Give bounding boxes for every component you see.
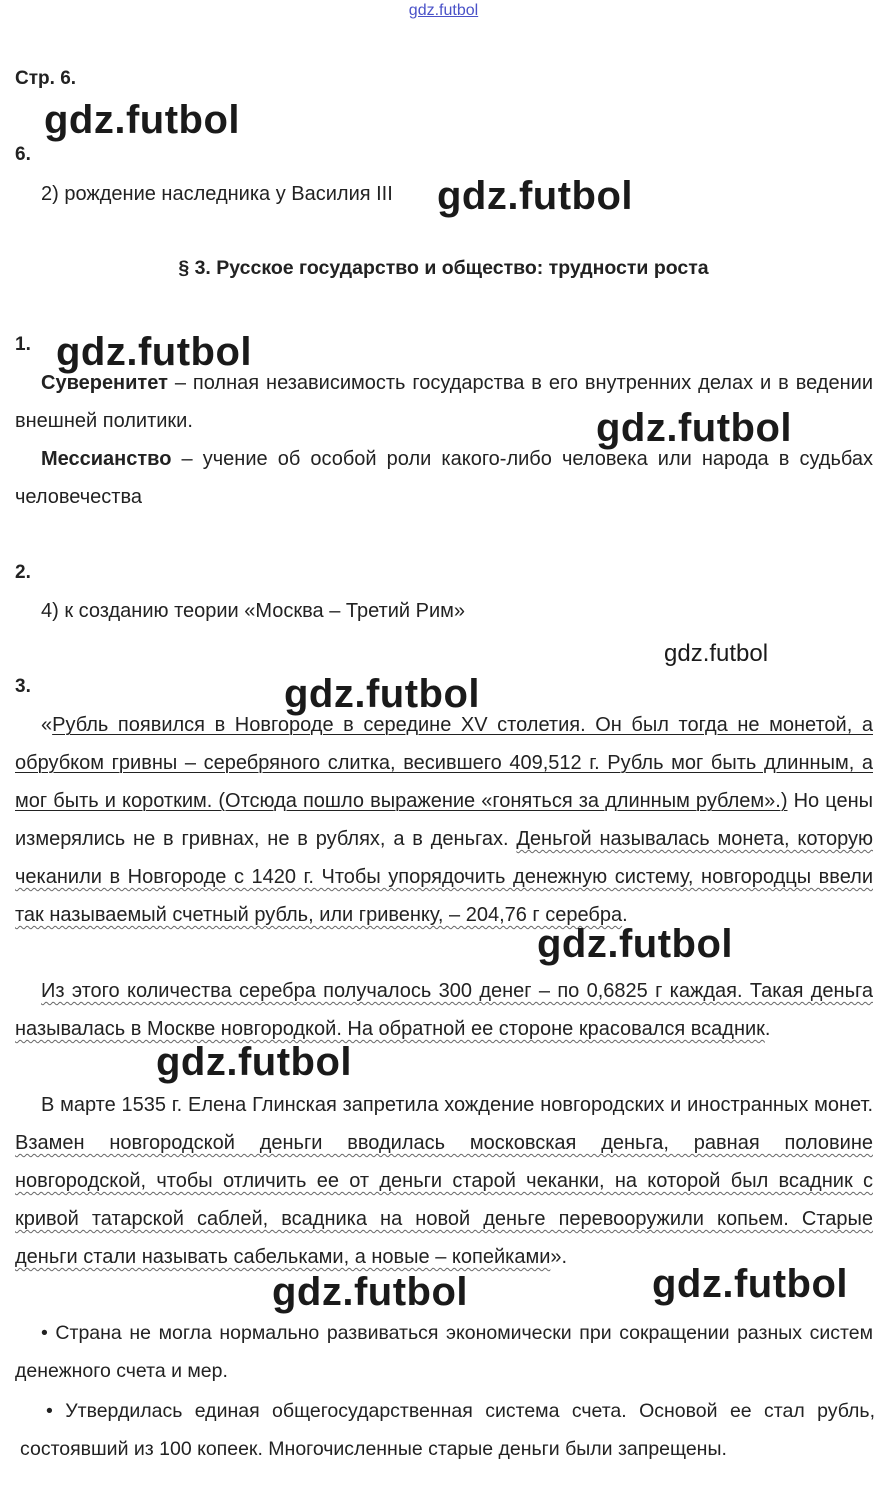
watermark: gdz.futbol [537, 922, 734, 966]
watermark: gdz.futbol [156, 1040, 353, 1084]
task-number-2: 2. [15, 562, 31, 583]
watermark: gdz.futbol [272, 1270, 469, 1314]
task6-answer: 2) рождение наследника у Василия III [41, 183, 393, 205]
watermark: gdz.futbol [437, 174, 634, 218]
section-title: § 3. Русское государство и общество: трудности роста [178, 257, 709, 279]
wavy-underlined-text: Деньгой называлась монета, которую чеканили в Новгороде с 1420 г. Чтобы упорядочить денежную систему, новгородцы ввели так называемый счетный рубль, или гривенку, – 204,76 г серебра [15, 828, 873, 926]
task2-answer: 4) к созданию теории «Москва – Третий Рим» [41, 600, 466, 622]
header-link[interactable]: gdz.futbol [408, 2, 479, 19]
term-sovereignty: Суверенитет [41, 372, 168, 394]
period: . [622, 904, 628, 926]
bullet-1: • Страна не могла нормально развиваться экономически при сокращении разных систем денежного счета и мер. [15, 1322, 873, 1382]
page-label: Стр. 6. [15, 68, 77, 89]
closing-quote: ». [550, 1246, 568, 1268]
wavy-underlined-text: Из этого количества серебра получалось 300 денег – по 0,6825 г каждая. Такая деньга называлась в Москве новгородкой. На обратной ее стороне красовался всадник [15, 980, 873, 1040]
task-number-3: 3. [15, 676, 31, 697]
watermark: gdz.futbol [56, 330, 253, 374]
task3-paragraph-3 [15, 1086, 873, 1276]
definition-messianism [15, 440, 873, 516]
wavy-underlined-text: Взамен новгородской деньги вводилась московская деньга, равная половине новгородской, чтобы отличить ее от деньги старой чеканки, на которой был всадник с кривой татарской саблей, всадника на новой деньге перевооружили копьем. Старые деньги стали называть сабельками, а новые – копейками [15, 1132, 873, 1268]
watermark: gdz.futbol [44, 98, 241, 142]
task3-paragraph-2 [15, 972, 873, 1048]
def-messianism: – учение об особой роли какого-либо человека или народа в судьбах человечества [15, 448, 873, 508]
term-messianism: Мессианство [41, 448, 172, 470]
watermark: gdz.futbol [596, 406, 793, 450]
watermark: gdz.futbol [664, 640, 769, 667]
def-sovereignty: – полная независимость государства в его внутренних делах и в ведении внешней политики. [15, 372, 873, 432]
open-quote: « [41, 714, 53, 736]
watermark: gdz.futbol [652, 1262, 849, 1306]
underlined-text: Рубль появился в Новгороде в середине XV столетия. Он был тогда не монетой, а обрубком гривны – серебряного слитка, весившего 409,512 г. Рубль мог быть длинным, а мог быть и коротким. (Отсюда пошло выражение «гоняться за длинным рублем».) [15, 714, 873, 812]
task-number-6: 6. [15, 144, 31, 165]
period: . [764, 1018, 771, 1040]
watermark: gdz.futbol [284, 672, 481, 716]
bullet-2: • Утвердилась единая общегосударственная система счета. Основой ее стал рубль, состоявший из 100 копеек. Многочисленные старые деньги были запрещены. [20, 1400, 875, 1460]
plain-text: В марте 1535 г. Елена Глинская запретила хождение новгородских и иностранных монет. [41, 1094, 873, 1116]
task3-paragraph-1 [15, 706, 873, 934]
plain-text: Но цены измерялись не в гривнах, не в рублях, а в деньгах. [15, 790, 874, 850]
task-number-1: 1. [15, 334, 31, 355]
